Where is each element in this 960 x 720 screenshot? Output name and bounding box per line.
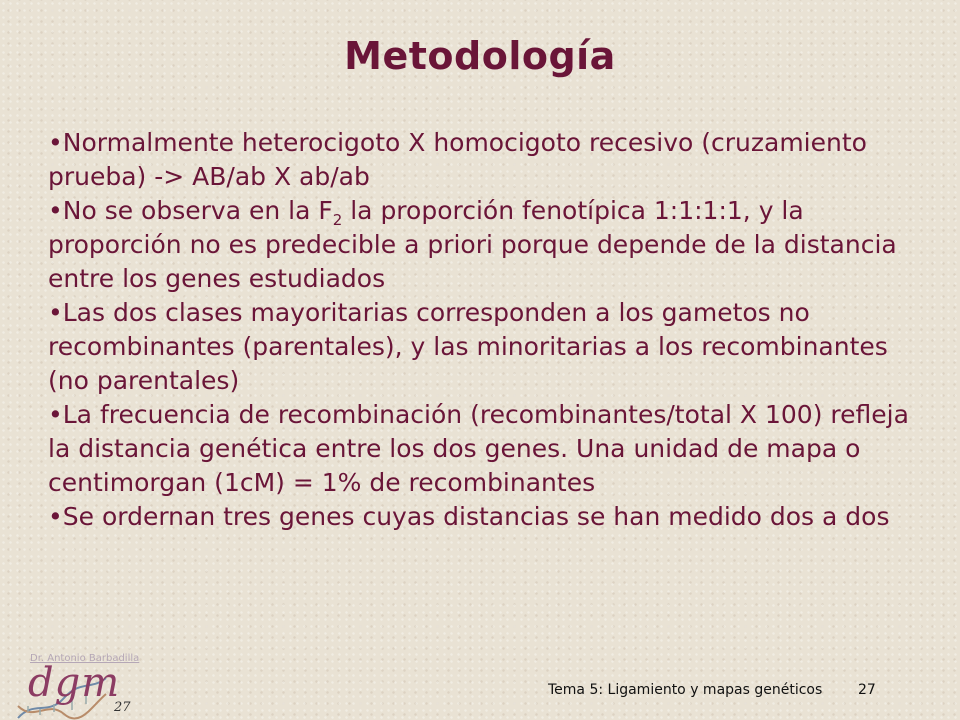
logo-text: dgm bbox=[28, 660, 121, 706]
bullet-list bbox=[48, 126, 928, 534]
bullet-item: • La frecuencia de recombinación (recombinantes/total X 100) refleja la distancia genética entre los dos genes. Una unidad de mapa o centimorgan (1cM) = 1% de recombinantes bbox=[48, 398, 928, 500]
bullet-item: • Se ordernan tres genes cuyas distancias se han medido dos a dos bbox=[48, 500, 928, 534]
bullet-item: • Normalmente heterocigoto X homocigoto recesivo (cruzamiento prueba) -> AB/ab X ab/ab bbox=[48, 126, 928, 194]
bullet-item: • Las dos clases mayoritarias corresponden a los gametos no recombinantes (parentales), y las minoritarias a los recombinantes (no parentales) bbox=[48, 296, 928, 398]
footer-course-title: Tema 5: Ligamiento y mapas genéticos bbox=[548, 682, 823, 698]
footer-page-number: 27 bbox=[858, 682, 876, 698]
logo-number: 27 bbox=[114, 700, 131, 715]
dgm-logo bbox=[14, 660, 144, 720]
slide-title: Metodología bbox=[344, 34, 616, 78]
subscript: 2 bbox=[332, 211, 343, 229]
bullet-text: No se observa en la F bbox=[62, 196, 333, 225]
bullet-item bbox=[48, 194, 928, 296]
author-link[interactable]: Dr. Antonio Barbadilla bbox=[30, 653, 140, 664]
bullet-text: la proporción fenotípica 1:1:1:1, y la proporción no es predecible a priori porque depende de la distancia entre los genes estudiados bbox=[48, 196, 897, 293]
